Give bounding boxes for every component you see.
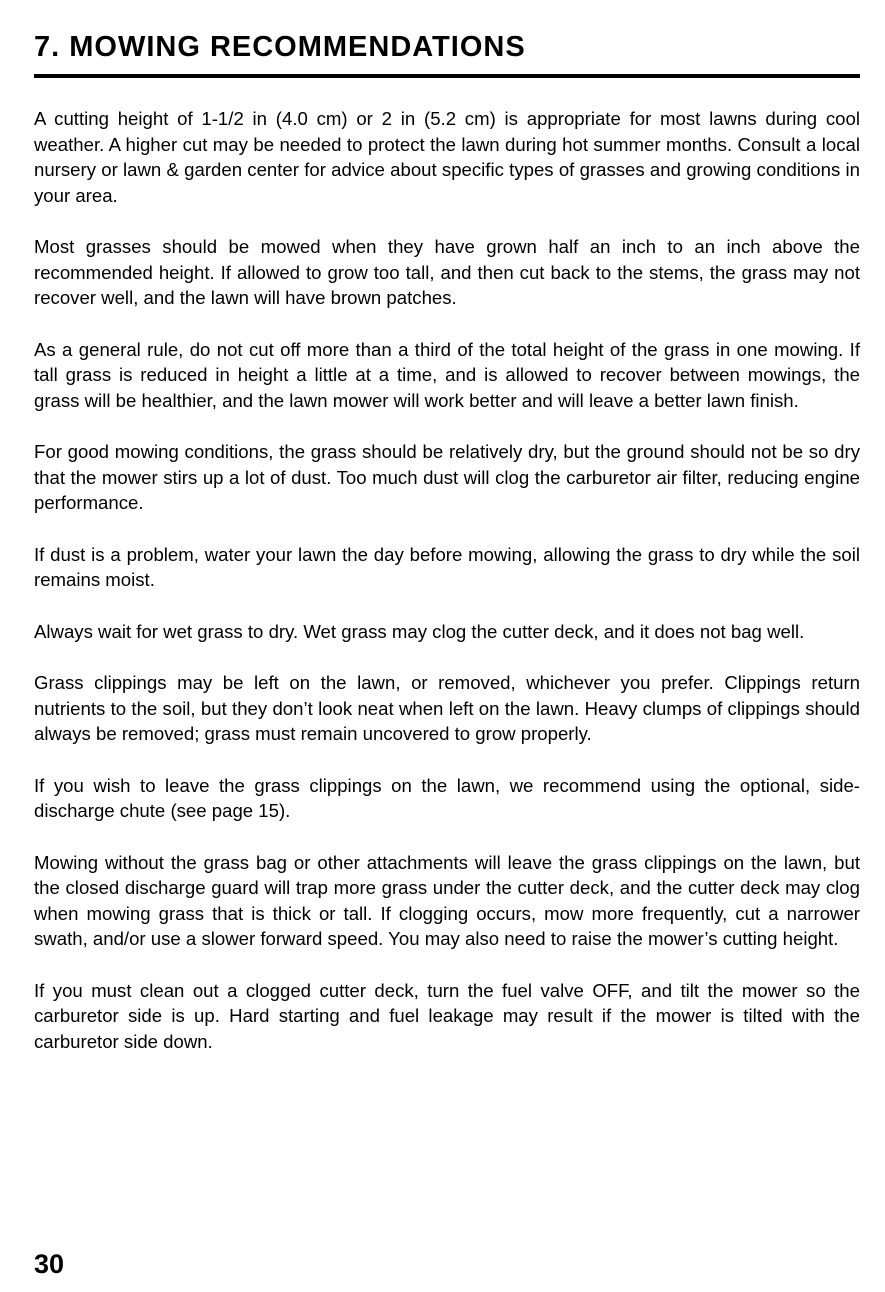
page-number: 30 (34, 1249, 65, 1279)
paragraph-dust: If dust is a problem, water your lawn the day before mowing, allowing the grass to dry while the soil remains moist. (34, 543, 860, 590)
paragraph-clippings: Grass clippings may be left on the lawn, or removed, whichever you prefer. Clippings return nutrients to the soil, but they don’t look neat when left on the lawn. Heavy clumps of clippings should always be removed; grass must remain uncovered to grow properly. (34, 672, 860, 744)
paragraph-mowing-conditions: For good mowing conditions, the grass should be relatively dry, but the ground should not be so dry that the mower stirs up a lot of dust. Too much dust will clog the carburetor air filter, reducing engine performance. (34, 441, 860, 513)
title-rule (34, 74, 860, 78)
paragraph-mowing-timing: Most grasses should be mowed when they have grown half an inch to an inch above the recommended height. If allowed to grow too tall, and then cut back to the stems, the grass may not recover well, and the lawn will have brown patches. (34, 236, 860, 308)
paragraph-general-rule: As a general rule, do not cut off more than a third of the total height of the grass in one mowing. If tall grass is reduced in height a little at a time, and is allowed to recover between mowings, the grass will be healthier, and the lawn mower will work better and will leave a better lawn finish. (34, 338, 860, 411)
manual-page (34, 22, 860, 1080)
paragraph-wet-grass: Always wait for wet grass to dry. Wet grass may clog the cutter deck, and it does not bag well. (34, 620, 805, 642)
paragraph-no-bag: Mowing without the grass bag or other attachments will leave the grass clippings on the lawn, but the closed discharge guard will trap more grass under the cutter deck, and the cutter deck may clog when mowing grass that is thick or tall. If clogging occurs, mow more frequently, cut a narrower swath, and/or use a slower forward speed. You may also need to raise the mower’s cutting height. (34, 851, 860, 949)
section-title: 7. MOWING RECOMMENDATIONS (34, 31, 526, 63)
paragraph-clogged-deck: If you must clean out a clogged cutter deck, turn the fuel valve OFF, and tilt the mower so the carburetor side is up. Hard starting and fuel leakage may result if the mower is tilted with the carburetor side down. (34, 979, 860, 1052)
paragraph-side-discharge: If you wish to leave the grass clippings on the lawn, we recommend using the optional, side-discharge chute (see page 15). (34, 774, 860, 821)
paragraph-cutting-height: A cutting height of 1-1/2 in (4.0 cm) or 2 in (5.2 cm) is appropriate for most lawns during cool weather. A higher cut may be needed to protect the lawn during hot summer months. Consult a local nursery or lawn & garden center for advice about specific types of grasses and growing conditions in your area. (34, 108, 860, 206)
